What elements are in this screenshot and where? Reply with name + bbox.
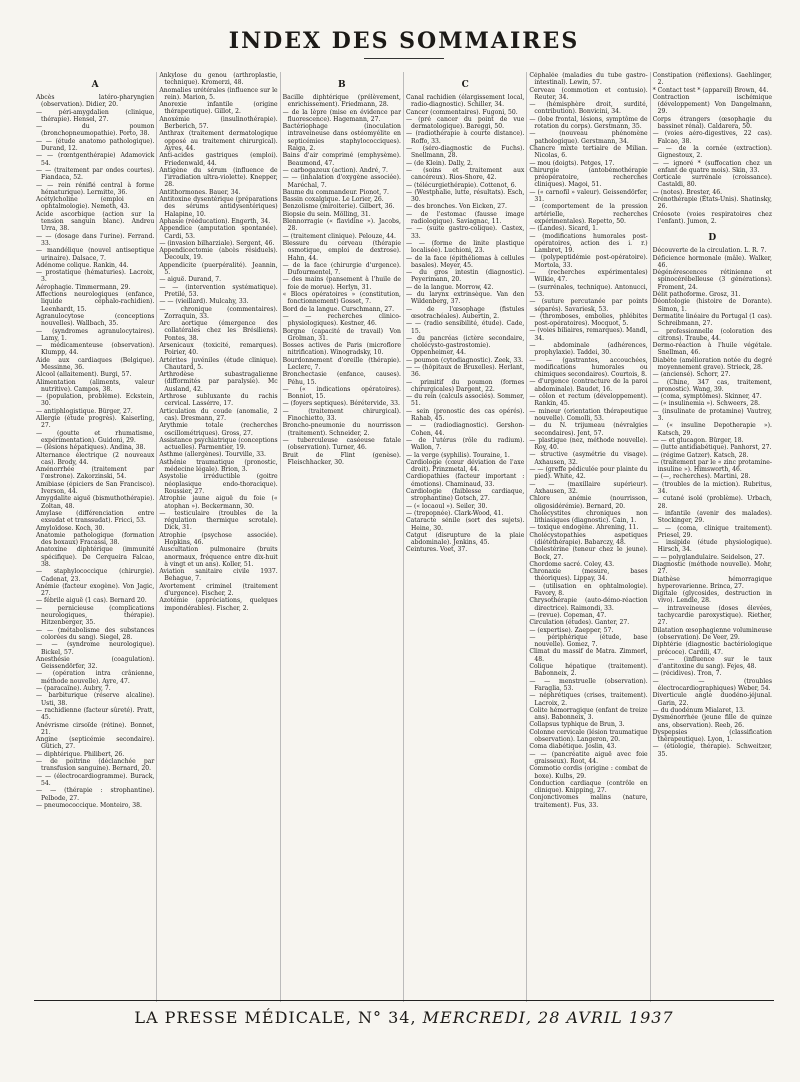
index-entry: Dysménorrhée (jeune fille de quinze ans, observation). Reeb, 26.: [652, 714, 772, 729]
index-entry: Dilatation œsophagienne volumineuse (observation). De Veer, 29.: [652, 626, 772, 641]
index-entry: — chronique (commentaires). Zorraquin, 33.: [159, 305, 278, 320]
index-entry: — (soins et traitement aux cancéreux). Rios-Shore, 42.: [405, 166, 525, 182]
index-entry: — — (suite gastro-colique). Castex, 33.: [405, 225, 525, 240]
index-entry: — néphrétiques (crises, traitement). Lacroix, 2.: [529, 692, 648, 707]
index-entry: Diagnostic (méthode nouvelle). Mohr, 27.: [652, 561, 772, 576]
index-entry: Agranulocytose (conceptions nouvelles). Wallbach, 35.: [36, 312, 155, 328]
index-entry: — — (électrocardiogramme). Burack, 54.: [36, 772, 155, 787]
index-entry: — des bronches. Von Eicken, 27.: [405, 203, 507, 211]
index-entry: — de l'œsophage (fistules œsotrachéales). Aubertin, 2.: [405, 305, 525, 320]
index-entry: Arc aortique (émergence des collatérales chez les Brésiliens). Pontes, 38.: [159, 320, 278, 342]
index-entry: — infantile (avenir des malades). Stockinger, 29.: [652, 509, 772, 525]
index-entry: — (lobe frontal, lésions, symptôme de rotation du corps). Gerstmann, 35.: [529, 115, 648, 131]
index-entry: — — (forme de linite plastique localisée). Luchioni, 23.: [405, 239, 525, 255]
index-entry: Chordome sacré. Coley, 43.: [529, 560, 615, 568]
section-letter: C: [461, 80, 469, 90]
index-entry: Diabète (amélioration notée du degré moyennement grave). Strieck, 28.: [652, 356, 772, 371]
index-entry: Digitale (glycosides, destruction in vivo). Lendle, 28.: [652, 590, 772, 605]
index-entry: Ankylose du genou (arthroplastie, technique). Kromerzi, 48.: [159, 72, 278, 87]
index-entry: — (goutte et rhumatisme, expérimentation). Guidoni, 29.: [36, 429, 155, 444]
index-entry: Anomalies urétérales (influence sur le rein). Marion, 5.: [159, 86, 278, 101]
index-entry: Créosote (voies respiratoires chez l'enfant). Jumon, 2.: [652, 210, 772, 225]
index-entry: Assistance psychiatrique (conceptions actuelles). Parmentier, 19.: [159, 436, 278, 452]
index-entry: — (« insuline Depotherapie »). Katsch, 29.: [652, 422, 772, 437]
index-entry: Acétylcholine (emploi en ophtalmologie). Nemeth, 43.: [36, 196, 155, 211]
index-entry: — (population, problème). Eckstein, 30.: [36, 393, 155, 408]
index-entry: Amyloïdose. Koch, 30.: [36, 524, 105, 532]
footer-journal: LA PRESSE MÉDICALE, N° 34,: [134, 1008, 417, 1027]
index-entry: — — (inhalation d'oxygène associée). Maréchal, 7.: [282, 174, 401, 189]
index-entry: — diphtérique. Philibert, 26.: [36, 750, 125, 758]
index-entry: — de l'utérus (rôle du radium). Wallon, 7.: [405, 436, 525, 452]
index-entry: — — ignoré * (suffocation chez un enfant de quatre mois). Skin, 33.: [652, 159, 772, 174]
index-entry: — (troubles de la miction). Rubritus, 34.: [652, 480, 772, 496]
index-column: [527, 72, 650, 1002]
index-entry: Atrophie (psychose associée). Hopkins, 46.: [159, 531, 278, 546]
index-entry: Adénome colique. Rankin, 44.: [36, 261, 129, 269]
index-entry: Asystolie irréductible (goitre néoplasique endo-thoracique). Roussier, 27.: [159, 473, 278, 495]
index-entry: Déficience hormonale (mâle). Walker, 46.: [652, 254, 772, 269]
index-entry: Coma diabétique. Joslin, 43.: [529, 743, 617, 751]
index-entry: Catgut (disrupture de la plaie abdominale). Jenkins, 45.: [405, 531, 525, 547]
index-entry: — (opération intra crânienne, méthode nouvelle). Ayre, 47.: [36, 670, 155, 685]
index-entry: — — (métabolisme des substances colorées du sang). Siegel, 28.: [36, 626, 155, 641]
index-entry: Allergie (étude progrès). Kaiserling, 27.: [36, 415, 155, 430]
index-entry: — (voies biliaires, remarques). Mandl, 34.: [529, 327, 648, 342]
index-entry: Conduction cardiaque (contrôle en clinique). Knipping, 27.: [529, 779, 648, 795]
index-entry: — (surrénales, technique). Antonucci, 53.: [529, 283, 648, 298]
index-entry: — (Westphalie, lutte, résultats). Esch, 30.: [405, 188, 525, 204]
index-entry: — — recherches clinico-physiologiques). Kestner, 46.: [282, 312, 401, 328]
index-entry: — la verge (syphilis). Touraine, 1.: [405, 451, 510, 459]
index-entry: — fébrile aiguë (1 cas). Bernard 20.: [36, 597, 147, 605]
index-entry: — du pancréas (ictère secondaire, cholécysto-gastrostomie). Oppenheimer, 44.: [405, 334, 525, 357]
index-entry: Colite hémorragique (enfant de treize ans). Babonneix, 3.: [529, 706, 648, 722]
index-entry: — de la lèpre (mise en évidence par fluorescence). Hagemann, 27.: [282, 108, 401, 123]
index-entry: Bronchectasie (enfance, causes). Péhu, 15.: [282, 371, 401, 386]
index-entry: Collapsus typhique de Brun, 3.: [529, 721, 625, 729]
index-entry: — abdominale (adhérences, prophylaxie). Taddei, 30.: [529, 341, 648, 357]
index-entry: — (lutte antidiabétique). Panhorst, 27.: [652, 444, 772, 452]
index-entry: Cancer (commentaires). Fugoni, 50.: [405, 108, 518, 116]
index-entry: Arthrose subluxante du rachis cervical. Lassérre, 17.: [159, 393, 278, 408]
index-entry: — barbiturique (réserve alcaline). Usti, 38.: [36, 692, 155, 707]
footer-rule: [34, 1000, 774, 1001]
index-entry: — toxique endogène. Ahrening, 11.: [529, 524, 639, 532]
index-entry: Cataracte sénile (sort des sujets). Heine, 30.: [405, 517, 525, 532]
section-letter: A: [91, 80, 99, 90]
index-entry: — tuberculeuse caséeuse fatale (observation). Turner, 46.: [282, 436, 401, 452]
index-entry: — (récidives). Tron, 7.: [652, 670, 722, 678]
index-entry: — — et glucagon. Bürger, 18.: [652, 436, 744, 444]
index-entry: Baume du commandeur. Pionot, 7.: [282, 188, 389, 196]
index-entry: Anorexie infantile (origine thérapeutique). Gillot, 2.: [159, 101, 278, 116]
index-entry: Atrophie jaune aiguë du foie (« atophan »). Beckermann, 30.: [159, 495, 278, 510]
index-entry: — — polyglandulaire. Seidelson, 27.: [652, 553, 765, 561]
index-entry: — de poitrine (déclanchée par transfusion sanguine). Bernard, 20.: [36, 758, 155, 773]
index-entry: Antithormones. Bauer, 34.: [159, 188, 241, 196]
index-entry: Aménorrhée (traitement par l'œstrone). Zakorzinski, 54.: [36, 466, 155, 481]
index-entry: — aiguë. Durand, 7.: [159, 276, 222, 284]
index-entry: — (suture percutanée par points séparés). Savariesk, 53.: [529, 298, 648, 313]
index-entry: Appendicite (puerpéralité). Jeannin, 5.: [159, 261, 278, 277]
index-entry: Antitoxine dysentérique (préparations des sérums antidysentériques) Halapine, 10.: [159, 196, 278, 218]
index-column: [404, 72, 527, 1002]
index-entry: Corticale surrénale (croissance). Castaldi, 80.: [652, 174, 772, 189]
index-entry: Dyspepsies (classification thérapeutique). Lyon, 1.: [652, 728, 772, 744]
index-entry: Articulation du coude (anomalie, 2 cas). Dresmann, 27.: [159, 407, 278, 422]
index-entry: — sein (pronostic des cas opérés). Rahab, 45.: [405, 407, 525, 423]
index-entry: Crénothérapie (États-Unis). Shatinsky, 26.: [652, 196, 772, 211]
index-entry: Céphalée (maladies du tube gastro-intestinal). Lewin, 57.: [529, 72, 648, 87]
page-title: INDEX DES SOMMAIRES: [228, 28, 580, 54]
index-entry: Climat du massif de Matra. Zimmerl, 48.: [529, 648, 648, 663]
index-entry: — — (pancréatite aiguë avec foie graisseux). Root, 44.: [529, 750, 648, 765]
index-entry: Auscultation pulmonaire (bruits anormaux, fréquence entre dix-huit à vingt et un ans). Koller, 51.: [159, 546, 278, 568]
index-entry: — (« carnofil » valeur). Geissendörfer, 31.: [529, 188, 648, 204]
index-entry: Arthrodèse subastragalienne (difformités par paralysie). Mc Ausland, 42.: [159, 371, 278, 393]
index-entry: — poumon (cytodiagnostic). Zeek, 33.: [405, 356, 524, 364]
index-entry: Dermo-réaction à l'huile végétale. Snellman, 46.: [652, 342, 772, 357]
index-entry: — — (influence sur le taux d'antitoxine du sang). Fejes, 48.: [652, 655, 772, 671]
index-entry: Aviation sanitaire civile 1937. Behague, 7.: [159, 568, 278, 583]
index-column: [157, 72, 280, 1002]
index-entry: Cardiologie (faiblesse cardiaque, strophantine) Gotsch, 27.: [405, 488, 525, 503]
index-entry: Canal rachidien (élargissement local, radio-diagnostic). Schiller, 34.: [405, 94, 525, 109]
index-column: [34, 72, 157, 1002]
index-entry: Angine (septicémie secondaire). Gütich, 27.: [36, 736, 155, 751]
index-entry: Arsenicaux (toxicité, remarques). Poirier, 40.: [159, 341, 278, 357]
index-entry: Colonne cervicale (lésion traumatique observation). Langeron, 20.: [529, 728, 648, 744]
index-entry: Circulation (études). Ganter, 27.: [529, 619, 630, 627]
index-entry: Bruit de Flint (genèse). Fleischhacker, 30.: [282, 451, 401, 466]
index-entry: — — (thérapie : strophantine). Pelbode, 27.: [36, 787, 155, 802]
index-entry: Chirurgie (antobémothérapie préopératoire, recherches cliniques). Magoi, 51.: [529, 166, 648, 189]
index-entry: — du larynx extrinsèque. Van den Wildenberg, 37.: [405, 291, 525, 306]
index-column: [281, 72, 404, 1002]
index-entry: — antiphlogistique. Bürger, 27.: [36, 407, 133, 415]
index-entry: « Blocs opératoires » (constitution, fonctionnement) Gosset, 7.: [282, 291, 401, 306]
index-entry: — (« indications opératoires). Bonniot, 15.: [282, 385, 401, 401]
index-entry: Constipation (réflexions). Gaehlinger, 2.: [652, 72, 772, 87]
index-entry: Biopsie du sein. Mölling, 31.: [282, 210, 371, 218]
index-entry: — de la langue. Morrow, 42.: [405, 283, 494, 291]
index-entry: Aide aux cardiaques (Belgique). Messinne, 36.: [36, 356, 155, 371]
index-entry: Déontologie (histoire de Dorante). Simon, 1.: [652, 298, 772, 313]
index-entry: Cardiopathies (facteur important : émotions). Chaminaud, 33.: [405, 473, 525, 488]
index-entry: Blennorragie (« flavidine »). Jacobs, 28.: [282, 218, 401, 233]
index-entry: — prostatique (hématuries). Lacroix, 3.: [36, 269, 155, 284]
index-entry: — (« insulinemia »). Schweers, 28.: [652, 400, 760, 408]
index-columns: [34, 72, 774, 1002]
index-entry: — du rein (calculs associés). Sommer, 51.: [405, 393, 525, 408]
index-entry: — (thromboses, embolies, phlébites post-opératoires). Mocquot, 5.: [529, 312, 648, 328]
index-entry: — (hémisphère droit, surdité, contribution). Bonvicini, 34.: [529, 101, 648, 116]
index-entry: — (comportement de la pression artérielle, recherches expérimentales). Repetto, 50.: [529, 203, 648, 225]
index-entry: — mineur (orientation thérapeutique nouvelle). Comolli, 53.: [529, 407, 648, 422]
index-entry: — (régime Gatzer). Katsch, 28.: [652, 451, 749, 459]
index-entry: Anti-acides gastriques (emploi). Friedenwald, 44.: [159, 152, 278, 167]
index-entry: — (traitement par le « zinc protamine-insuline »). Himsworth, 46.: [652, 458, 772, 474]
index-entry: Artérites juvéniles (étude clinique). Chautard, 5.: [159, 356, 278, 371]
index-entry: Amygdalite aiguë (bismuthothérapie). Zoltan, 48.: [36, 495, 155, 510]
index-entry: — mandélique (nouvel antiseptique urinaire). Dalsace, 7.: [36, 247, 155, 262]
index-entry: — (étiologie, thérapie). Schweitzer, 35.: [652, 743, 772, 758]
index-entry: — structive (asymétrie du visage). Axhausen, 32.: [529, 451, 648, 466]
index-entry: — (recherches expérimentales) Wilkie, 47.: [529, 269, 648, 284]
index-entry: Avortement criminel (traitement d'urgence). Fischer, 2.: [159, 582, 278, 598]
index-entry: — staphylococcique (chirurgie). Cadenat, 23.: [36, 568, 155, 583]
index-entry: * Contact test * (appareil) Brown, 44.: [652, 86, 769, 94]
index-entry: — (syndromes agranulocytaires). Lamy, 1.: [36, 327, 155, 342]
index-entry: — (modifications humorales post-opératoires, action des i. r.) Lambret, 19.: [529, 232, 648, 255]
index-entry: — (foyers septiques). Bérétervide, 33.: [282, 400, 400, 408]
index-entry: — du N. trijumeau (névralgies secondaires). Jent, 57.: [529, 422, 648, 437]
index-entry: — (de Klein). Dally, 2.: [405, 159, 473, 167]
index-entry: — — rein rénifié central à forme hématurique). Lermitte, 36.: [36, 181, 155, 196]
index-entry: — — menstruelle (observation). Faraglia, 53.: [529, 677, 648, 692]
index-entry: — du gros intestin (diagnostic). Peyerimann, 20.: [405, 269, 525, 284]
index-entry: Contraction ischémique (développement) Von Dangelmann, 29.: [652, 93, 772, 116]
section-letter: B: [338, 80, 346, 90]
index-entry: — primitif du poumon (formes chirurgicales) Dargent, 22.: [405, 378, 525, 393]
index-entry: — périphérique (étude, base nouvelle). Gomez, 7.: [529, 633, 648, 649]
index-entry: Bassin coxalgique. Le Lorier, 26.: [282, 196, 384, 204]
index-entry: — — (étude anatomo pathologique). Durand, 12.: [36, 137, 155, 153]
index-entry: Abcès latéro-pharyngien (observation). Didier, 20.: [36, 94, 155, 109]
index-entry: Anémie (facteur exogène). Von Jagic, 27.: [36, 582, 155, 598]
index-page: [34, 0, 774, 1082]
index-entry: — de la face (chirurgie d'urgence). Dufourmentel, 7.: [282, 261, 401, 277]
index-entry: Alimentation (aliments, valeur nutritive). Campos, 38.: [36, 378, 155, 393]
index-entry: — (« locaoul »). Seiler, 30.: [405, 502, 488, 510]
index-entry: — de la face (épithéliomas à cellules basales). Meyer, 45.: [405, 254, 525, 269]
index-entry: Dermatite linéaire du Portugal (1 cas). Schreibmann, 27.: [652, 312, 772, 328]
index-entry: Bourdonnement d'oreille (thérapie). Leclerc, 7.: [282, 356, 401, 371]
index-entry: — — (dosage dans l'urine). Ferrand. 33.: [36, 232, 155, 247]
index-entry: — (coma, symptômes). Skinner, 47.: [652, 393, 762, 401]
index-entry: Corps étrangers (œsophagie du bassinet rénal). Caldarera, 50.: [652, 115, 772, 131]
index-entry: Aérophagie. Timmermann, 29.: [36, 283, 131, 291]
index-entry: Diverticule angle duodéno-jéjunal. Garin, 22.: [652, 692, 772, 707]
index-entry: — (—, recherches). Martini, 28.: [652, 473, 751, 481]
index-entry: — (télécurgiethérapie). Cottenot, 6.: [405, 181, 517, 189]
index-entry: — — (radiodiagnostic). Gershon-Cohen, 44.: [405, 422, 525, 437]
index-entry: — carbogazeux (action). André, 7.: [282, 166, 388, 174]
index-entry: Ceintures. Voet, 37.: [405, 546, 468, 554]
index-entry: — — (radio sensibilité, étude). Cade, 15.: [405, 320, 525, 335]
index-entry: — pernicieuse (complications neurologiques, thérapie). Hitzenberger, 35.: [36, 604, 155, 627]
index-entry: Borgne (capacité de travail) Von Grolman, 31.: [282, 327, 401, 342]
index-entry: — du poumon (bronchopneumopathie). Porto, 38.: [36, 123, 155, 138]
index-entry: — (invasion bilharziale). Sergent, 46.: [159, 239, 275, 247]
index-entry: — — (syndrome neurologique). Bickel, 57.: [36, 641, 155, 656]
index-entry: Asthme (allergènes). Tourville, 33.: [159, 451, 266, 459]
index-entry: — mou (doigts). Petges, 17.: [529, 159, 615, 167]
index-entry: — insipide (étude physiologique). Hirsch, 34.: [652, 539, 772, 554]
index-entry: Antigène du sérum (influence de l'irradiation ultra-violette). Knepper, 28.: [159, 166, 278, 189]
index-entry: Anesthésie (coagulation). Geissendörfer, 32.: [36, 655, 155, 671]
index-entry: Chronaxie (mesure, bases théoriques). Lippay, 34.: [529, 568, 648, 583]
index-entry: — — (vieillard). Mulcahy, 33.: [159, 298, 249, 306]
index-entry: Cholécystites chroniques non lithiasiques (diagnostic). Cain, 1.: [529, 509, 648, 525]
index-entry: — — (coma, clinique traitement). Priesel, 29.: [652, 524, 772, 539]
index-entry: Anoxémie (insulinothérapie). Berberich, 57.: [159, 115, 278, 131]
index-entry: — (traitement chirurgical). Finochietto, 33.: [282, 407, 401, 423]
index-entry: — (utilisation en ophtalmologie). Favory, 8.: [529, 582, 648, 598]
index-entry: Acide ascorbique (action sur la tension sanguin blanc). Andreu Urra, 38.: [36, 210, 155, 233]
index-entry: — du duodénum Mialaret, 13.: [652, 706, 745, 714]
index-entry: — (paracaïne). Aubry, 7.: [36, 685, 111, 693]
index-entry: — — (gastrantes, accouchées, modifications humorales ou chimiques secondaires). Courtois, 8.: [529, 356, 648, 379]
index-entry: — cutané isolé (problème). Urbach, 28.: [652, 495, 772, 510]
index-entry: — (pré cancer du point de vue dermatologique). Bareggi, 50.: [405, 115, 525, 131]
index-entry: — pneumococcique. Monteiro, 38.: [36, 801, 142, 809]
index-entry: Colique hépatique (traitement). Babonneix, 2.: [529, 663, 648, 678]
index-entry: Aphasie (rééducation). Engerth, 34.: [159, 217, 271, 225]
index-entry: — (voies aéro-digestives, 22 cas). Falcao, 38.: [652, 130, 772, 145]
section-letter: D: [708, 233, 717, 244]
index-entry: — (Chine, 347 cas, traitement, pronostic). Wang, 39.: [652, 378, 772, 393]
index-entry: — (nouveau phénomène pathologique). Gerstmann, 34.: [529, 130, 648, 145]
index-entry: Alcool (allaitement). Burgi, 57.: [36, 371, 132, 379]
index-entry: Cholestérine (teneur chez le jeune). Bock, 27.: [529, 546, 648, 561]
index-entry: Arythmie totale (recherches oscillométriques). Gross, 27.: [159, 422, 278, 437]
index-entry: — plastique (nez, méthode nouvelle). Roy, 40.: [529, 436, 648, 452]
footer-date: MERCREDI, 28 AVRIL 1937: [422, 1008, 674, 1027]
index-entry: Dégénérescences rétinienne et spinocérébelleuse (3 générations). Froment, 24.: [652, 269, 772, 291]
index-entry: — (expertise). Zaepper, 57.: [529, 626, 614, 634]
index-entry: Asthénie traumatique (pronostic, médecine légale). Brion, 3.: [159, 458, 278, 474]
index-entry: Benzolisme (miroiterie). Gilbert, 36.: [282, 203, 395, 211]
index-entry: — (lésions hépatiques). Andina, 38.: [36, 444, 146, 452]
index-entry: Amibiase (épiciers de San Francisco). Iverson, 44.: [36, 480, 155, 496]
index-entry: — — (traitement par ondes courtes). Fiandaca, 52.: [36, 166, 155, 182]
index-entry: — — (hôpitaux de Bruxelles). Herlant, 36.: [405, 363, 525, 379]
index-entry: — (radiothérapie à courte distance). Roffo, 33.: [405, 130, 525, 145]
index-entry: — (notes). Brester, 46.: [652, 188, 723, 196]
index-entry: — des mains (pansement à l'huile de foie de morue). Herlyn, 31.: [282, 276, 401, 291]
index-entry: — professionnelle (coloration des citrons). Traube, 44.: [652, 327, 772, 342]
index-entry: — — (rœntgenthérapie) Adamovick 54.: [36, 152, 155, 167]
index-entry: — — (maxillaire supérieur). Axhausen, 32.: [529, 480, 648, 495]
index-entry: Anatoxine diphtérique (immunité spécifique). De Cerqueira Falcao, 38.: [36, 546, 155, 568]
index-entry: — (trepopnée). Clark-Wood, 41.: [405, 509, 504, 517]
index-entry: — intraveineuse (doses élevées, tachycardie paroxystique). Riether, 27.: [652, 604, 772, 627]
index-entry: — (séro-diagnostic de Fuchs). Snellmann, 28.: [405, 145, 525, 160]
index-entry: Conjonctivomes malins (nature, traitement). Fus, 33.: [529, 794, 648, 809]
index-entry: Diathèse hémorragique hyperovarienne. Brinca, 27.: [652, 575, 772, 590]
index-entry: Découverte de la circulation. L. R. 7.: [652, 247, 767, 255]
index-entry: Chancre mixte tertiaire de Milian. Nicolas, 6.: [529, 144, 648, 160]
index-column: [651, 72, 774, 1002]
index-entry: — testiculaire (troubles de la régulation thermique scrotale). Dick, 31.: [159, 509, 278, 532]
index-entry: Chlore anémie (nourrisson, oligosidérémie). Bernard, 20.: [529, 495, 648, 510]
index-entry: Affections neurologiques (enfance, liquide céphalo-rachidien). Leenhardt, 15.: [36, 291, 155, 313]
index-entry: Commotio cordis (origine : combat de boxe). Kulbs, 29.: [529, 765, 648, 780]
index-entry: Anévrisme cirsoïde (rétine). Bonnet, 21.: [36, 721, 155, 736]
index-entry: Bord de la langue. Curschmann, 27.: [282, 305, 395, 313]
index-entry: — (traitement clinique). Pelouze, 44.: [282, 232, 396, 240]
index-entry: Cardiologie (cœur déviation de l'axe droit). Prinzmetal, 44.: [405, 458, 525, 474]
index-entry: Amylase (différenciation entre exsudat et transsudat). Fricci, 53.: [36, 509, 155, 525]
index-entry: — (Landes). Sicard, 1.: [529, 225, 598, 233]
index-entry: Bains d'air comprimé (emphysème). Beaumond, 47.: [282, 152, 401, 167]
index-entry: — (anciensé). Schorr, 27.: [652, 371, 731, 379]
page-footer: [34, 1008, 774, 1027]
index-entry: Bacille diphtérique (prélèvement, enrichissement). Friedmann, 28.: [282, 94, 401, 109]
index-entry: Bactériophage (inoculation intraveineuse dans ostéomyélite en septicémies staphylococciques). Raiga, 2.: [282, 123, 401, 153]
index-entry: Azotémie (appréciations, quelques impondérables). Fischer, 2.: [159, 597, 278, 612]
index-entry: Anatomie pathologique (formation des boxaux) Fracassi, 38.: [36, 531, 155, 547]
index-entry: — — (troubles électrocardiographiques) Weber, 54.: [652, 677, 772, 693]
index-entry: — (revue). Copeman, 47.: [529, 611, 607, 619]
index-entry: Appendicectomie (abcès résiduels). Decoulx, 19.: [159, 247, 278, 262]
index-entry: — d'urgence (contracture de la paroi abdominale). Baudet, 16.: [529, 378, 648, 393]
index-entry: Bosses actives de Paris (microflore nitrification). Winogradsky, 10.: [282, 342, 401, 357]
index-entry: Alternance électrique (2 nouveaux cas). Brody, 44.: [36, 451, 155, 466]
index-entry: Anthrax (traitement dermatologique opposé au traitement chirurgical). Ayres, 44.: [159, 130, 278, 152]
title-underline: [364, 58, 444, 59]
index-entry: — de l'estomac (fausse image radiologique). Saviagnac, 11.: [405, 210, 525, 226]
index-entry: — — (intervention systématique). Pretilé, 53.: [159, 283, 278, 298]
index-entry: — (insulinate de protamine) Vautrey, 3.: [652, 407, 772, 423]
index-entry: — péri-amygdalien (clinique, thérapie). Hensel, 27.: [36, 108, 155, 123]
index-entry: — côlon et rectum (développement). Rankin, 45.: [529, 393, 648, 408]
index-entry: Cholécystopathies aspetiques (diététhérapie). Babarczy, 48.: [529, 531, 648, 546]
index-entry: — — de la cornée (extraction). Gignestoux, 2.: [652, 144, 772, 160]
index-entry: Appendice (amputation spontanée). Cardi, 53.: [159, 225, 278, 240]
index-entry: Chrysothérapie (auto-démo-réaction directrice). Raimondi, 33.: [529, 597, 648, 612]
index-entry: Diphtérie (diagnostic bactériologique précoce). Cardili, 47.: [652, 641, 772, 656]
index-entry: — médicamenteuse (observation). Klumpp, 44.: [36, 342, 155, 357]
index-entry: Délit pathoforme. Grosz, 31.: [652, 291, 741, 299]
index-entry: — (polypeptidémie post-opératoire). Mortola, 33.: [529, 254, 648, 269]
index-entry: — — (greffe pédiculée pour plainte du pied). White, 42.: [529, 466, 648, 481]
index-entry: — rachidienne (facteur sûreté). Pratt, 45.: [36, 706, 155, 722]
index-entry: Cerveau (commotion et contusio). Reuter, 34.: [529, 86, 648, 101]
index-entry: Broncho-pneumonie du nourrisson (traitement). Schneider, 2.: [282, 422, 401, 437]
index-entry: Blessure du cerveau (thérapie osmotique, emploi de dextrose). Hahn, 44.: [282, 239, 401, 262]
